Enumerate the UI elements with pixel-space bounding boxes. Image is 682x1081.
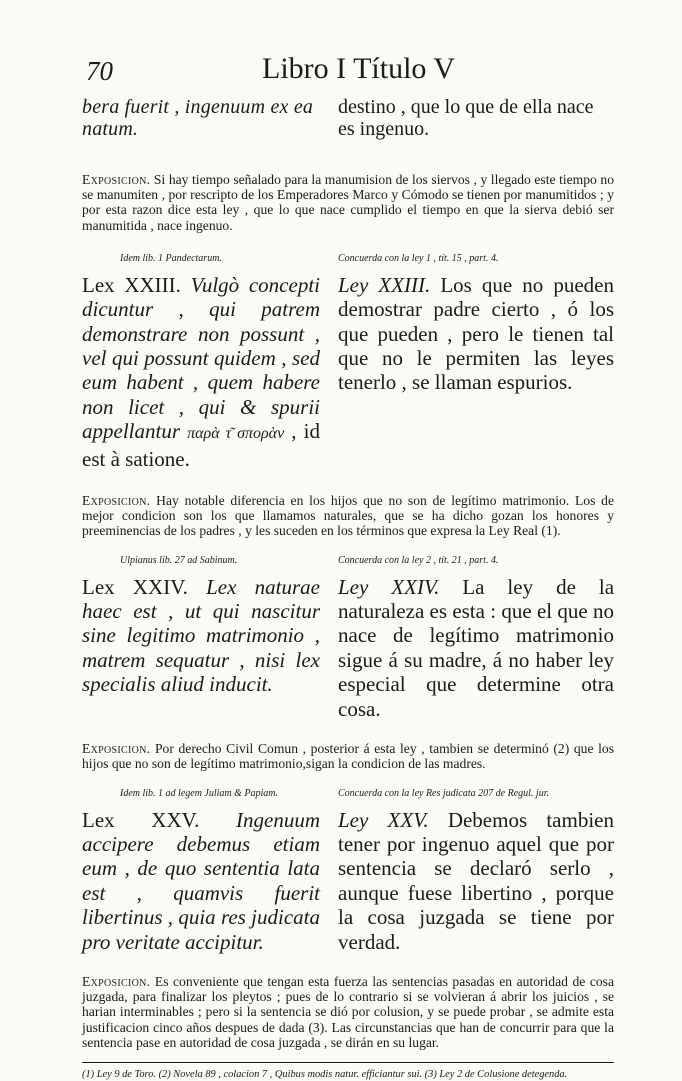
- lex-25-spanish: [338, 808, 614, 954]
- lex-23-latin-tail-1: spurii appellantur: [82, 394, 320, 444]
- lex-24-spanish: [338, 575, 614, 721]
- exposicion-1: [82, 172, 614, 233]
- exposicion-text: Hay notable diferencia en los hijos que no son de legítimo matrimonio. Los de mejor condicion son los que llamamos naturales, que se ha dicho gozan los honores y preeminencias de los padres , y les suceden en los términos que expresa la Ley Real (1).: [82, 493, 614, 539]
- lex-25: [82, 808, 614, 954]
- exposicion-4: [82, 974, 614, 1050]
- lex-23-latin-text: Vulgò concepti dicuntur , qui patrem demonstrare non possunt , vel qui possunt quidem , sed eum habent , quem habere non licet , qui &: [82, 272, 320, 419]
- lex-23-latin: [82, 273, 320, 471]
- exposicion-2: [82, 493, 614, 539]
- lex-24-latin: [82, 575, 320, 721]
- lex-24: [82, 575, 614, 721]
- footnote-rule: [82, 1062, 614, 1063]
- lex-25-label: Lex XXV.: [82, 807, 200, 832]
- source-left-23: Idem lib. 1 Pandectarum.: [120, 252, 222, 264]
- exposicion-text: Es conveniente que tengan esta fuerza las sentencias pasadas en autoridad de cosa juzgada, para finalizar los pleytos ; pues de lo contrario si se volvieran á abrir los juicios , se harian interminables ; pero si la sentencia se dió por colusion, y se puede probar , se admite esta justificacion cinco años despues de dada (3). Las circunstancias que han de concurrir para que la sentencia pase en autoridad de cosa juzgada , se dirán en su lugar.: [82, 973, 614, 1050]
- source-line-25: [82, 788, 614, 800]
- page-header: [82, 48, 614, 92]
- continued-spanish: destino , que lo que de ella nace es ingenuo.: [338, 96, 594, 140]
- exposicion-label: Exposicion.: [82, 172, 151, 187]
- page-title: Libro I Título V: [262, 52, 456, 85]
- continued-text: [82, 96, 614, 140]
- lex-24-spanish-text: La ley de la naturaleza es esta : que el que no nace de legítimo matrimonio sigue á su madre, á no haber ley especial que determine otra cosa.: [338, 574, 615, 721]
- source-right-25: Concuerda con la ley Res judicata 207 de Regul. jur.: [338, 787, 549, 799]
- lex-23-label: Lex XXIII.: [82, 272, 181, 297]
- lex-25-latin-text: Ingenuum accipere debemus etiam eum , de quo sententia lata est , quamvis fuerit libertinus , quia res judicata pro veritate accipitur.: [82, 807, 320, 954]
- exposicion-text: Si hay tiempo señalado para la manumision de los siervos , y llegado este tiempo no se manumiten , por rescripto de los Emperadores Marco y Cómodo se tienen por manumitidos ; y por esta razon dice esta ley , que lo que nace cumplido el tiempo en que la sierva debió ser manumitida , nace ingenuo.: [82, 172, 615, 233]
- ley-25-label: Ley XXV.: [338, 807, 429, 832]
- source-left-25: Idem lib. 1 ad legem Juliam & Papiam.: [120, 787, 279, 799]
- lex-24-label: Lex XXIV.: [82, 574, 188, 599]
- exposicion-label: Exposicion.: [82, 973, 151, 989]
- source-right-24: Concuerda con la ley 2 , tít. 21 , part. 4.: [338, 554, 499, 566]
- exposicion-label: Exposicion.: [82, 493, 151, 509]
- exposicion-label: Exposicion.: [82, 741, 151, 757]
- lex-23-latin-tail-2: , id est à satione.: [82, 419, 321, 471]
- lex-25-latin: [82, 808, 320, 954]
- page-number: 70: [86, 56, 113, 86]
- source-line-24: [82, 555, 614, 567]
- footnotes: (1) Ley 9 de Toro. (2) Novela 89 , colacion 7 , Quibus modis natur. efficiantur sui. (3) Ley 2 de Colusione detegenda.: [82, 1068, 568, 1080]
- continued-latin: bera fuerit , ingenuum ex ea natum.: [82, 96, 314, 140]
- lex-24-latin-text: Lex naturae haec est , ut qui nascitur sine legitimo matrimonio , matrem sequatur , nisi lex specialis aliud inducit.: [82, 574, 320, 697]
- lex-23-spanish-text: Los que no pueden demostrar padre cierto , ó los que pueden , pero le tienen tal que no le permiten las leyes tenerlo , se llaman espurios.: [338, 272, 614, 395]
- lex-23-spanish: [338, 273, 614, 471]
- exposicion-3: [82, 741, 614, 771]
- source-left-24: Ulpianus lib. 27 ad Sabinum.: [120, 554, 238, 566]
- ley-23-label: Ley XXIII.: [338, 272, 431, 297]
- lex-23: [82, 273, 614, 471]
- source-right-23: Concuerda con la ley 1 , tít. 15 , part. 4.: [338, 252, 499, 264]
- exposicion-text: Por derecho Civil Comun , posterior á esta ley , tambien se determinó (2) que los hijos que no son de legítimo matrimonio,sigan la condicion de las madres.: [82, 741, 615, 772]
- lex-23-greek: παρὰ τ͂ σπορὰν: [187, 425, 285, 443]
- ley-24-label: Ley XXIV.: [338, 574, 440, 599]
- source-line-23: [82, 253, 614, 265]
- lex-25-spanish-text: Debemos tambien tener por ingenuo aquel que por sentencia se declaró serlo , aunque fuese libertino , porque la cosa juzgada se tiene por verdad.: [338, 807, 614, 954]
